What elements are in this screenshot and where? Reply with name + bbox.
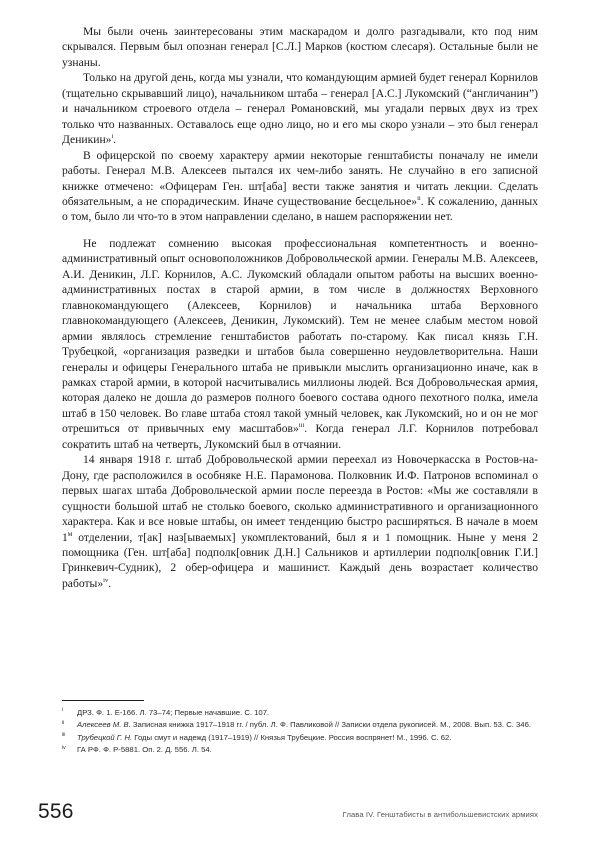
body-paragraph <box>62 24 538 70</box>
footnote-text <box>77 708 269 717</box>
footnote-separator-rule <box>62 700 144 701</box>
paragraph-text: Не подлежат сомнению высокая профессиональная компетентность и военно-административный опыт основоположников Добровольческой армии. Генералы М.В. Алексеев, А.И. Деникин, Л.Г. Корнилов, А.С. Лукомский обладали опытом работы на высших военно-административных постах в старой армии, в том числе в должностях Верховного главнокомандующего (Алексеев, Корнилов) и начальника штаба Верховного главнокомандующего (Алексеев, Деникин, Лукомский). Тем не менее слабым местом новой армии являлось стремление генштабистов работать по-старому. Как писал князь Г.Н. Трубецкой, «организация разведки и штабов была совершенно неудовлетворительна. Наши генералы и офицеры Генерального штаба не привыкли мыслить организационно иначе, как в рамках старой армии, в которой насчитывались миллионы людей. Вся Добровольческая армия, которая далеко не дошла до размеров полного боевого состава одного пехотного полка, имела штаб в 150 человек. Во главе штаба стоял такой умный человек, как Лукомский, но и он не мог отрешиться от привычных ему масштабов» <box>62 236 538 436</box>
footnote-item: iii Трубецкой Г. Н. Годы смут и надежд (1917–1919) // Князья Трубецкие. Россия воспрянет! М., 1996. С. 62. <box>62 732 452 742</box>
paragraph-text: Мы были очень заинтересованы этим маскарадом и долго разгадывали, кто под ним скрывался. Первым был опознан генерал [С.Л.] Марков (костюм слесаря). Остальные были не узнаны. <box>62 25 538 69</box>
running-head: Глава IV. Генштабисты в антибольшевистских армиях <box>342 810 538 819</box>
paragraph-tail: . <box>113 133 117 147</box>
footnote-reference-i[interactable]: i <box>111 133 114 141</box>
footnote-author: Алексеев М. В. <box>77 720 131 730</box>
body-paragraph <box>62 70 538 147</box>
body-paragraph <box>62 236 538 452</box>
paragraph-tail: . К сожалению, данных о том, было ли что-то в этом направлении сделано, в нашем распоряжении нет. <box>62 194 538 224</box>
footnote-body: Годы смут и надежд (1917–1919) // Князья Трубецкие. Россия воспрянет! М., 1996. С. 62. <box>132 732 452 742</box>
footnote-item: iv ГА РФ. Ф. Р-5881. Оп. 2. Д. 556. Л. 54. <box>62 744 212 755</box>
footnote-item: ii Алексеев М. В. Записная книжка 1917–1918 гг. / публ. Л. Ф. Павликовой // Записки отдела рукописей. М., 2008. Вып. 53. С. 346. <box>62 719 531 730</box>
paragraph-tail: . Когда генерал Л.Г. Корнилов потребовал сократить штаб на четверть, Лукомский был в отчаянии. <box>62 422 539 451</box>
paragraph-tail: . <box>108 576 112 590</box>
footnote-item: i ДРЗ. Ф. 1. Е-166. Л. 73–74; Первые начавшие. С. 107. <box>62 707 270 717</box>
footnote-text <box>77 733 451 742</box>
footnote-body: ДРЗ. Ф. 1. Е-166. Л. 73–74; Первые начавшие. С. 107. <box>77 708 270 717</box>
footnote-author: Трубецкой Г. Н. <box>77 732 133 742</box>
page-footer <box>0 800 600 840</box>
body-paragraph <box>62 452 538 591</box>
footnote-text <box>77 745 212 754</box>
footnote-reference-ii[interactable]: ii <box>417 195 421 203</box>
paragraph-text: Только на другой день, когда мы узнали, что командующим армией будет генерал Корнилов (тщательно скрывавший лицо), начальником штаба – генерал [А.С.] Лукомский (“англичанин”) и начальником строевого отдела – генерал Романовский, мы угадали первых двух из трех только что названных. Оставалось еще одно лицо, но и его мы скоро узнали – это был генерал Деникин» <box>62 71 538 147</box>
main-text-column <box>62 24 538 591</box>
paragraph-text: В офицерской по своему характеру армии некоторые генштабисты поначалу не имели работы. Генерал М.В. Алексеев пытался их чем-либо занять. Не случайно в его записной книжке отмечено: «Офицерам Ген. шт[аба] вести также занятия и читать лекции. Сделать обязательным, а не спорадическим. Иначе существование бесцельное» <box>62 148 538 208</box>
footnote-reference-iii[interactable]: iii <box>298 422 305 430</box>
paragraph-text-part-1: 14 января 1918 г. штаб Добровольческой армии переехал из Новочеркасска в Ростов-на-Дону, где расположился в особняке Н.Е. Парамонова. Полковник И.Ф. Патронов вспоминал о первых шагах штаба Добровольческой армии после переезда в Ростов: «Мы же составляли в сущности большой штаб не столько боевого, сколько административного и организационного характера. Как и все новые штабы, он имеет тенденцию быстро расширяться. В начале в моем 1 <box>62 453 538 544</box>
footnote-text <box>77 720 531 729</box>
paragraph-text-part-2: отделении, т[ак] наз[ываемых] укомплектований, был я и 1 помощник. Ныне у меня 2 помощника (Ген. шт[аба] подполк[овник Д.Н.] Сальников и артиллерии подполк[овник Г.И.] Гринкевич-Судник), 2 обер-офицера и машинист. Каждый день возрастает количество работы» <box>62 530 538 590</box>
footnote-reference-iv[interactable]: iv <box>103 577 109 584</box>
footnote-body: Записная книжка 1917–1918 гг. / публ. Л. Ф. Павликовой // Записки отдела рукописей. М., 2008. Вып. 53. С. 346. <box>130 720 531 730</box>
footnote-body: ГА РФ. Ф. Р-5881. Оп. 2. Д. 556. Л. 54. <box>77 745 212 755</box>
body-paragraph <box>62 148 538 225</box>
footnotes-section <box>62 700 538 757</box>
ordinal-superscript: м <box>67 529 73 538</box>
footnote-list <box>62 707 538 756</box>
page-number: 556 <box>38 800 74 823</box>
